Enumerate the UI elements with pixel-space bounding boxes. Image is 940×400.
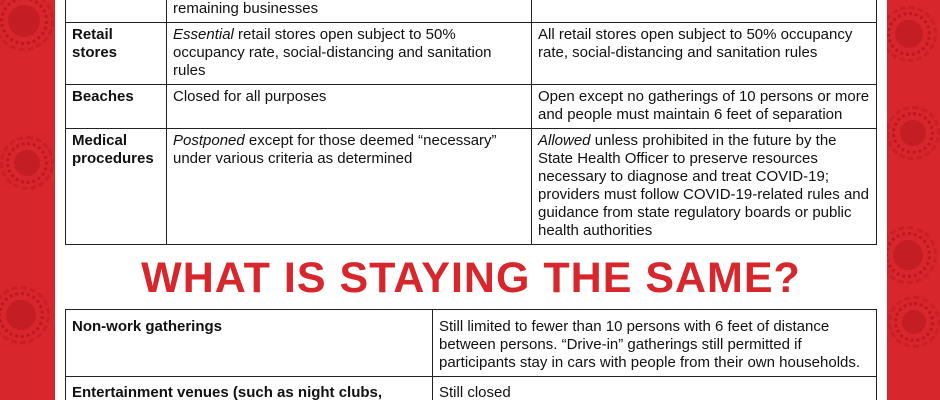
virus-decoration — [895, 20, 923, 48]
row-label: Retail stores — [66, 23, 167, 85]
before-cell: Postponed except for those deemed “necessary” under various criteria as determined — [167, 129, 532, 245]
table-cell — [66, 0, 167, 23]
before-cell: Closed for all purposes — [167, 85, 532, 129]
after-cell: Allowed unless prohibited in the future by the State Health Officer to preserve resources necessary to diagnose and treat COVID-19; providers must follow COVID-19-related rules and guidance from state regulatory boards or public health authorities — [532, 129, 877, 245]
after-cell: All retail stores open subject to 50% occupancy rate, social-distancing and sanitation rules — [532, 23, 877, 85]
virus-decoration — [902, 310, 926, 334]
virus-decoration — [6, 300, 36, 330]
after-cell: Open except no gatherings of 10 persons or more and people must maintain 6 feet of separation — [532, 85, 877, 129]
table-row — [66, 310, 877, 377]
row-label: Beaches — [66, 85, 167, 129]
value-cell: Still closed — [433, 377, 877, 400]
table-row — [66, 129, 877, 245]
changes-table — [65, 0, 877, 245]
table-row — [66, 377, 877, 400]
virus-decoration — [14, 150, 40, 176]
row-label: Non-work gatherings — [66, 310, 433, 377]
virus-decoration — [8, 5, 40, 37]
virus-decoration — [893, 240, 923, 270]
table-cell — [532, 0, 877, 23]
cell-text: remaining businesses — [173, 0, 319, 17]
table-row — [66, 0, 877, 23]
value-cell: Still limited to fewer than 10 persons with 6 feet of distance between persons. “Drive-in” gatherings still permitted if participants stay in cars with people from their own households. — [433, 310, 877, 377]
before-cell: Essential retail stores open subject to 50% occupancy rate, social-distancing and sanitation rules — [167, 23, 532, 85]
section-heading: WHAT IS STAYING THE SAME? — [141, 254, 801, 302]
row-label: Medical procedures — [66, 129, 167, 245]
table-row — [66, 85, 877, 129]
content-panel — [55, 0, 887, 400]
table-row — [66, 23, 877, 85]
virus-decoration — [900, 120, 926, 146]
unchanged-table — [65, 309, 877, 400]
row-label: Entertainment venues (such as night clubs, — [66, 377, 433, 400]
table-cell — [167, 0, 532, 23]
